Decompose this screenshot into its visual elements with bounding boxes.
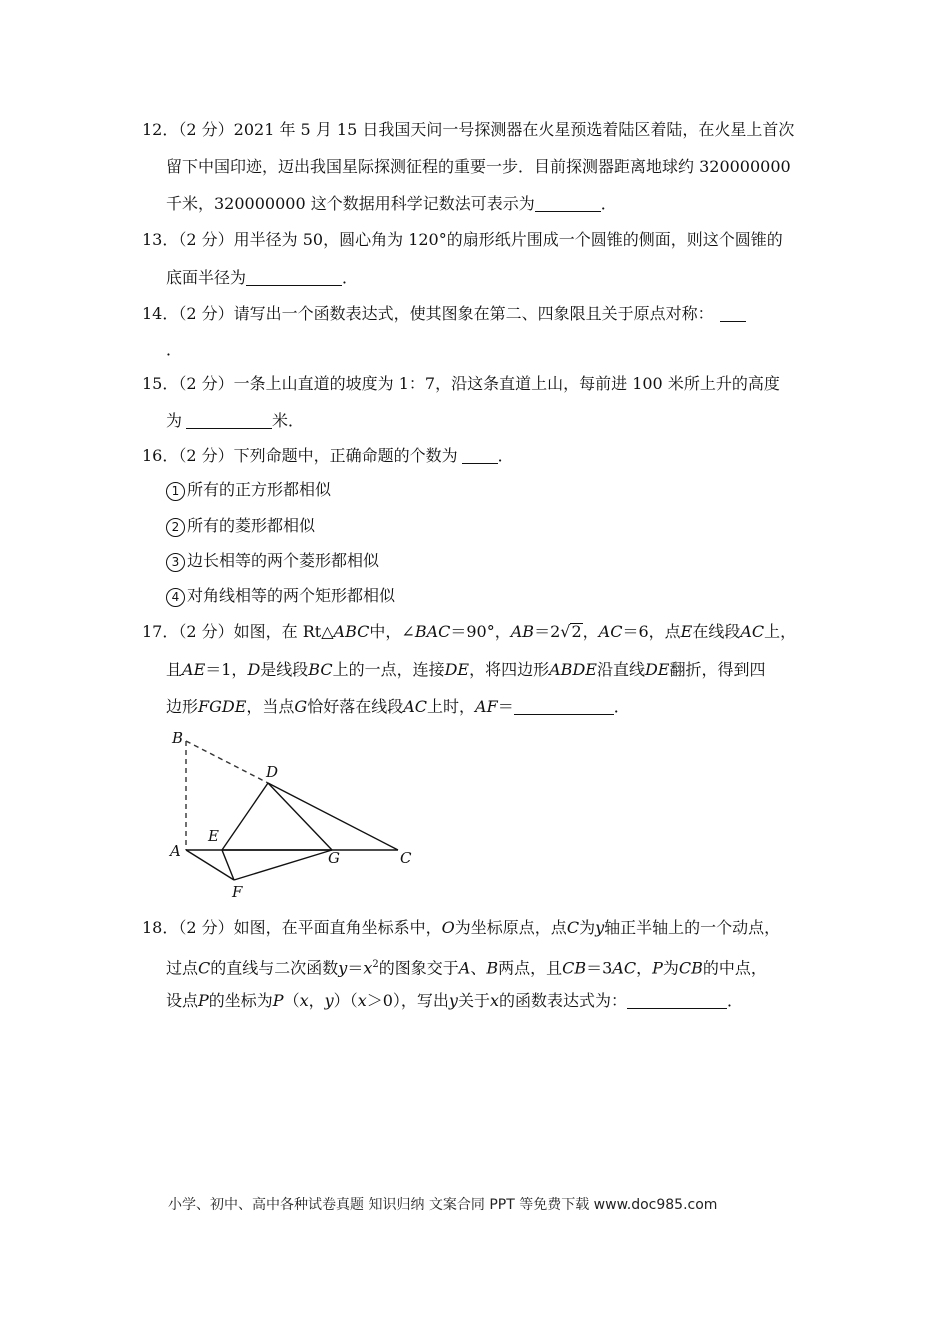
question-text: ，将四边形: [469, 660, 550, 679]
question-text: ）（: [333, 991, 358, 1010]
math-var: DE: [444, 660, 470, 679]
exponent: 2: [372, 959, 379, 970]
question-text: 一条上山直道的坡度为 1：7，沿这条直道上山，每前进 100 米所上升的高度: [233, 374, 780, 393]
answer-blank[interactable]: [514, 698, 614, 715]
question-number: 16．: [142, 446, 179, 465]
math-var: y: [448, 991, 458, 1010]
segment-dc: [268, 783, 398, 850]
question-text: ＝1，: [205, 660, 248, 679]
label-c: C: [400, 849, 412, 867]
answer-blank[interactable]: [462, 447, 498, 464]
option-text: 所有的正方形都相似: [187, 480, 332, 499]
question-score: （2 分）: [178, 230, 234, 249]
circled-number: 2: [166, 518, 185, 537]
segment-fg: [234, 850, 332, 880]
math-var: A: [458, 958, 471, 978]
question-number: 17．: [142, 622, 179, 641]
question-text: ，当点: [246, 697, 295, 716]
question-text: 在线段: [692, 622, 741, 641]
question-text: 沿直线: [596, 660, 645, 679]
math-var: x: [489, 991, 499, 1010]
math-var: G: [294, 697, 308, 716]
segment-dg: [268, 783, 332, 850]
math-var: AC: [598, 622, 623, 641]
question-text: 千米，320000000 这个数据用科学记数法可表示为: [166, 194, 535, 213]
math-var: ABC: [333, 622, 370, 641]
math-var: ABDE: [549, 660, 597, 679]
math-var: C: [566, 918, 580, 937]
question-score: （2 分）: [178, 918, 234, 937]
label-g: G: [328, 849, 340, 867]
answer-blank[interactable]: [720, 305, 746, 322]
math-var: AC: [403, 697, 428, 716]
question-text: 上，: [764, 622, 797, 641]
question-text: 为: [166, 411, 183, 430]
question-text: 翻折，得到四: [669, 660, 766, 679]
question-text: 底面半径为: [166, 268, 247, 287]
math-var: y: [595, 918, 605, 937]
question-score: （2 分）: [178, 120, 234, 139]
question-text: 留下中国印迹，迈出我国星际探测征程的重要一步．目前探测器距离地球约 320000000: [166, 157, 791, 176]
sqrt-sign: √: [560, 622, 571, 641]
question-number: 13．: [142, 230, 179, 249]
math-var: O: [441, 918, 455, 937]
question-text: 上的一点，连接: [332, 660, 445, 679]
math-var: AC: [612, 958, 637, 978]
question-text: 下列命题中，正确命题的个数为: [233, 446, 458, 465]
question-text: （: [283, 991, 300, 1010]
question-text: ＞0），写出: [366, 991, 449, 1010]
math-var: x: [363, 958, 373, 978]
question-number: 12．: [142, 120, 179, 139]
punctuation: ．: [166, 340, 183, 359]
option-text: 边长相等的两个菱形都相似: [187, 551, 380, 570]
question-number: 18．: [142, 918, 179, 937]
circled-number: 4: [166, 588, 185, 607]
geometry-figure: [160, 725, 430, 905]
sqrt-radicand: 2: [571, 622, 582, 641]
label-e: E: [208, 827, 219, 845]
question-text: 为坐标原点，点: [454, 918, 567, 937]
option-text: 所有的菱形都相似: [187, 516, 316, 535]
question-text: 上时，: [427, 697, 476, 716]
math-var: P: [198, 991, 209, 1010]
footer-text: 小学、初中、高中各种试卷真题 知识归纳 文案合同 PPT 等免费下载 www.doc985.com: [168, 1197, 718, 1213]
option-3: [166, 551, 379, 572]
math-var: CB: [678, 958, 703, 978]
question-text: 的中点，: [702, 958, 767, 978]
question-score: （2 分）: [178, 374, 234, 393]
label-b: B: [172, 729, 184, 747]
answer-blank[interactable]: [186, 412, 272, 429]
question-text: ＝2: [534, 622, 561, 641]
question-number: 15．: [142, 374, 179, 393]
answer-blank[interactable]: [627, 992, 727, 1009]
question-text: ，: [636, 958, 653, 978]
label-a: A: [170, 842, 181, 860]
question-text: 2021 年 5 月 15 日我国天问一号探测器在火星预选着陆区着陆，在火星上首次: [233, 120, 795, 139]
question-text: 的坐标为: [208, 991, 273, 1010]
question-text: 中，∠: [369, 622, 415, 641]
math-var: DE: [644, 660, 670, 679]
circled-number: 3: [166, 553, 185, 572]
answer-blank[interactable]: [535, 195, 601, 212]
option-2: [166, 516, 315, 537]
question-text: 轴正半轴上的一个动点，: [604, 918, 781, 937]
question-text: 如图，在 Rt△: [233, 622, 334, 641]
math-var: y: [324, 991, 334, 1010]
question-score: （2 分）: [178, 446, 234, 465]
question-text: 恰好落在线段: [307, 697, 404, 716]
math-var: C: [198, 958, 211, 978]
answer-blank[interactable]: [246, 269, 342, 286]
question-score: （2 分）: [178, 622, 234, 641]
question-text: 、: [470, 958, 487, 978]
question-text: 的函数表达式为：: [499, 991, 628, 1010]
question-text: 米．: [272, 411, 305, 430]
question-text: 边形: [166, 697, 199, 716]
option-1: [166, 480, 331, 501]
question-text: 且: [166, 660, 183, 679]
punctuation: ．: [342, 268, 359, 287]
punctuation: ．: [600, 194, 617, 213]
question-text: ＝: [497, 697, 514, 716]
question-text: ，: [308, 991, 325, 1010]
question-text: 如图，在平面直角坐标系中，: [233, 918, 442, 937]
math-var: x: [357, 991, 367, 1010]
question-text: 的图象交于: [378, 958, 459, 978]
label-d: D: [266, 763, 279, 781]
question-text: ＝6，点: [622, 622, 681, 641]
math-var: AB: [510, 622, 535, 641]
question-score: （2 分）: [178, 304, 234, 323]
punctuation: ．: [497, 446, 514, 465]
question-text: 为: [579, 918, 596, 937]
math-var: AF: [475, 697, 498, 716]
punctuation: ．: [613, 697, 630, 716]
math-var: E: [680, 622, 693, 641]
question-text: 的直线与二次函数: [210, 958, 339, 978]
math-var: FGDE: [198, 697, 247, 716]
option-text: 对角线相等的两个矩形都相似: [187, 586, 396, 605]
math-var: y: [338, 958, 348, 978]
question-text: 为: [662, 958, 679, 978]
math-var: AC: [740, 622, 765, 641]
question-text: 两点，且: [498, 958, 563, 978]
math-var: P: [652, 958, 663, 978]
math-var: B: [486, 958, 499, 978]
math-var: AE: [182, 660, 206, 679]
punctuation: ．: [727, 991, 744, 1010]
question-text: ，: [582, 622, 599, 641]
question-text: 用半径为 50，圆心角为 120°的扇形纸片围成一个圆锥的侧面，则这个圆锥的: [233, 230, 783, 249]
option-4: [166, 586, 395, 607]
math-var: BC: [308, 660, 333, 679]
segment-bd: [186, 741, 268, 783]
label-f: F: [232, 883, 243, 901]
math-var: BAC: [414, 622, 451, 641]
segment-af: [186, 850, 234, 880]
question-text: 过点: [166, 958, 199, 978]
question-text: 关于: [457, 991, 490, 1010]
circled-number: 1: [166, 482, 185, 501]
segment-de: [222, 783, 268, 850]
question-text: ＝90°，: [450, 622, 511, 641]
math-var: CB: [562, 958, 587, 978]
question-text: 是线段: [260, 660, 309, 679]
question-text: 设点: [166, 991, 199, 1010]
question-text: ＝3: [586, 958, 613, 978]
math-var: D: [247, 660, 261, 679]
math-var: x: [299, 991, 309, 1010]
question-text: 请写出一个函数表达式，使其图象在第二、四象限且关于原点对称：: [233, 304, 714, 323]
question-text: ＝: [347, 958, 364, 978]
question-number: 14．: [142, 304, 179, 323]
math-var: P: [272, 991, 284, 1010]
